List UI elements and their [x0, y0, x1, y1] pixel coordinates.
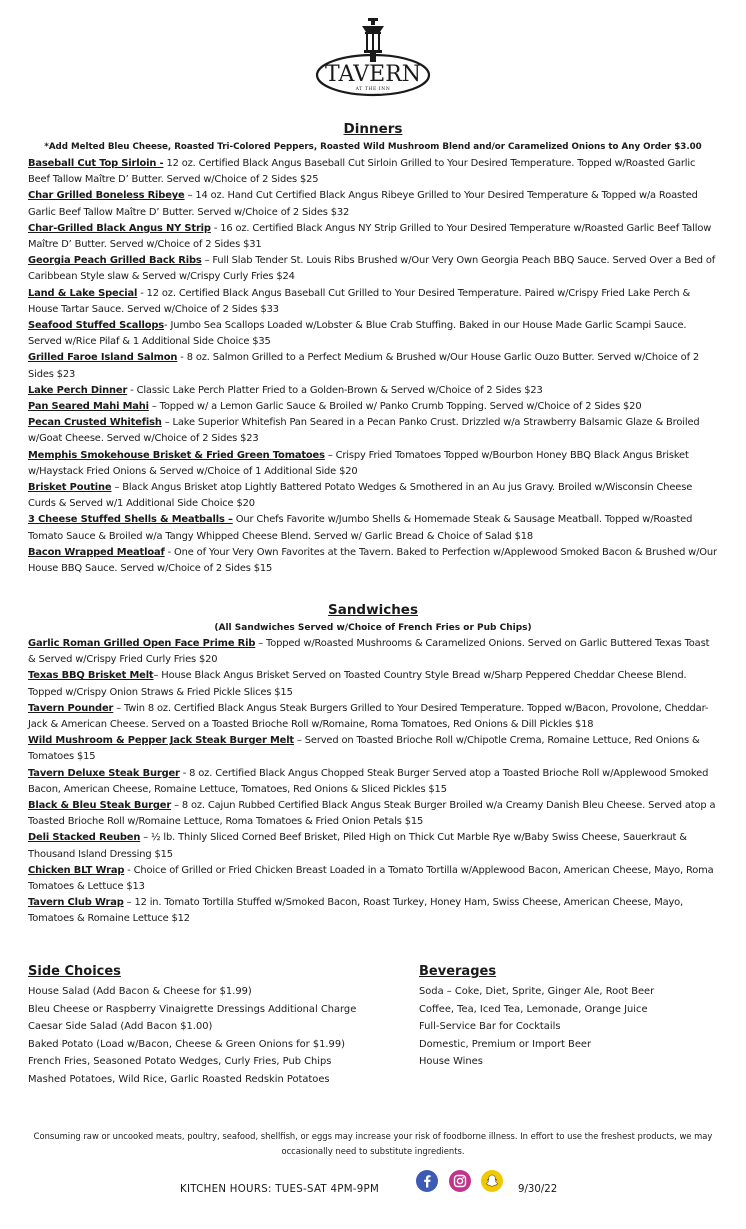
- dinner-item-name: 3 Cheese Stuffed Shells & Meatballs –: [28, 514, 233, 526]
- menu-date: 9/30/22: [518, 1184, 558, 1195]
- dinner-item: [28, 350, 718, 382]
- beverage-line: Full-Service Bar for Cocktails: [419, 1021, 561, 1033]
- sandwich-item: [28, 863, 718, 895]
- sandwich-item-name: Tavern Club Wrap: [28, 897, 124, 909]
- dinner-item-description: – Crispy Fried Tomatoes Topped w/Bourbon Honey BBQ Black Angus Brisket w/Haystack Fried Onions & Served w/Choice of 1 Additional Side $20: [28, 449, 689, 477]
- dinners-title: Dinners: [343, 121, 403, 137]
- beverage-line: House Wines: [419, 1056, 483, 1068]
- sandwich-item-description: – Topped w/Roasted Mushrooms & Caramelized Onions. Served on Garlic Buttered Texas Toast & Served w/Crispy Fried Curly Fries $20: [28, 638, 710, 666]
- dinner-item-name: Lake Perch Dinner: [28, 384, 128, 396]
- dinner-item-description: Our Chefs Favorite w/Jumbo Shells & Homemade Steak & Sausage Meatball. Topped w/Roasted Tomato Sauce & Broiled w/a Tangy Whipped Cheese Blend. Served w/ Garlic Bread & Choice of Salad $18: [28, 514, 693, 542]
- beverage-line: Coffee, Tea, Iced Tea, Lemonade, Orange Juice: [419, 1003, 648, 1015]
- dinner-item: [28, 512, 718, 544]
- beverages-list: [419, 983, 654, 1071]
- instagram-icon: [449, 1170, 471, 1192]
- dinner-item-name: Char-Grilled Black Angus NY Strip: [28, 222, 211, 234]
- facebook-link[interactable]: [416, 1170, 438, 1192]
- sandwich-item: [28, 895, 718, 927]
- sandwich-item-description: – 8 oz. Cajun Rubbed Certified Black Angus Steak Burger Broiled w/a Creamy Danish Bleu Cheese. Served atop a Toasted Brioche Roll w/Romaine Lettuce, Roma Tomatoes & Fried Onion Petals $15: [28, 800, 716, 828]
- side-choices-list: [28, 983, 356, 1089]
- dinner-item-description: 12 oz. Certified Black Angus Baseball Cut Sirloin Grilled to Your Desired Temperature. Topped w/Roasted Garlic Beef Tallow Maître D’ Butter. Served w/Choice of 2 Sides $25: [28, 158, 696, 186]
- snapchat-icon: [481, 1170, 503, 1192]
- sandwich-item: [28, 798, 718, 830]
- sandwich-item-description: – Served on Toasted Brioche Roll w/Chipotle Crema, Romaine Lettuce, Red Onions & Tomatoes $15: [28, 735, 700, 763]
- dinner-item-name: Memphis Smokehouse Brisket & Fried Green Tomatoes: [28, 449, 325, 461]
- dinner-item: [28, 415, 718, 447]
- dinner-item: [28, 448, 718, 480]
- dinner-item-description: - One of Your Very Own Favorites at the Tavern. Baked to Perfection w/Applewood Smoked Bacon & Brushed w/Our House BBQ Sauce. Served w/Choice of 2 Sides $15: [28, 546, 717, 575]
- sandwich-item: [28, 668, 718, 700]
- dinner-item-description: - Classic Lake Perch Platter Fried to a Golden-Brown & Served w/Choice of 2 Sides $23: [127, 384, 543, 396]
- side-choices-title: Side Choices: [28, 964, 121, 979]
- side-choice-line: Caesar Side Salad (Add Bacon $1.00): [28, 1021, 213, 1033]
- dinner-item: [28, 156, 718, 188]
- sandwich-item: [28, 701, 718, 733]
- dinner-item-name: Land & Lake Special: [28, 287, 138, 299]
- sandwich-item-name: Chicken BLT Wrap: [28, 864, 125, 876]
- instagram-link[interactable]: [449, 1170, 471, 1192]
- dinner-item-description: – Full Slab Tender St. Louis Ribs Brushed w/Our Very Own Georgia Peach BBQ Sauce. Served Over a Bed of Caribbean Style slaw & Served w/Crispy Curly Fries $24: [28, 255, 716, 283]
- dinner-item-name: Bacon Wrapped Meatloaf: [28, 546, 165, 558]
- dinner-item: [28, 480, 718, 512]
- side-choice-line: Mashed Potatoes, Wild Rice, Garlic Roasted Redskin Potatoes: [28, 1073, 330, 1085]
- sandwich-item-name: Tavern Deluxe Steak Burger: [28, 767, 180, 779]
- dinner-item: [28, 286, 718, 318]
- sandwiches-list: [28, 636, 718, 928]
- dinner-item-name: Seafood Stuffed Scallops: [28, 320, 165, 332]
- dinner-item-name: Pecan Crusted Whitefish: [28, 417, 162, 429]
- sandwich-item-name: Garlic Roman Grilled Open Face Prime Rib: [28, 638, 256, 649]
- kitchen-hours: KITCHEN HOURS: TUES-SAT 4PM-9PM: [180, 1184, 380, 1195]
- dinner-item: [28, 188, 718, 220]
- sandwich-item-name: Texas BBQ Brisket Melt: [28, 670, 154, 682]
- dinner-item: [28, 545, 718, 577]
- facebook-icon: [416, 1170, 438, 1192]
- dinner-item-description: - 16 oz. Certified Black Angus NY Strip Grilled to Your Desired Temperature w/Roasted Garlic Beef Tallow Maître D’ Butter. Served w/Choice of 2 Sides $31: [28, 222, 712, 251]
- beverage-line: Domestic, Premium or Import Beer: [419, 1038, 592, 1050]
- sandwich-item-name: Wild Mushroom & Pepper Jack Steak Burger Melt: [28, 735, 295, 747]
- dinner-item-description: – Topped w/ a Lemon Garlic Sauce & Broiled w/ Panko Crumb Topping. Served w/Choice of 2 Sides $20: [148, 401, 642, 413]
- sandwich-item-description: – House Black Angus Brisket Served on Toasted Country Style Bread w/Sharp Peppered Cheddar Cheese Blend. Topped w/Crispy Onion Straws & Fried Pickle Slices $15: [28, 670, 687, 698]
- dinner-item: [28, 318, 718, 350]
- dinner-item-description: - 8 oz. Salmon Grilled to a Perfect Medium & Brushed w/Our House Garlic Ouzo Butter. Served w/Choice of 2 Sides $23: [28, 352, 700, 380]
- sandwich-item-name: Tavern Pounder: [28, 702, 114, 714]
- dinner-item-description: - Jumbo Sea Scallops Loaded w/Lobster & Blue Crab Stuffing. Baked in our House Made Garlic Scampi Sauce. Served w/Rice Pilaf & 1 Additional Side Choice $35: [28, 320, 687, 348]
- food-safety-disclaimer: Consuming raw or uncooked meats, poultry, seafood, shellfish, or eggs may increase your risk of foodborne illness. In effort to use the freshest products, we may occasionally need to substitute ingredients.: [33, 1131, 713, 1156]
- sandwiches-title: Sandwiches: [327, 602, 418, 618]
- sandwich-item-description: – ½ lb. Thinly Sliced Corned Beef Brisket, Piled High on Thick Cut Marble Rye w/Baby Swiss Cheese, Sauerkraut & Thousand Island Dressing $15: [28, 832, 687, 860]
- dinner-item-name: Brisket Poutine: [28, 482, 112, 494]
- sandwich-item-description: - Choice of Grilled or Fried Chicken Breast Loaded in a Tomato Tortilla w/Applewood Bacon, American Cheese, Mayo, Roma Tomatoes & Lettuce $13: [28, 864, 714, 893]
- dinner-item-description: – Lake Superior Whitefish Pan Seared in a Pecan Panko Crust. Drizzled w/a Strawberry Balsamic Glaze & Broiled w/Goat Cheese. Served w/Choice of 2 Sides $23: [28, 417, 700, 445]
- sandwiches-note: (All Sandwiches Served w/Choice of French Fries or Pub Chips): [214, 623, 532, 633]
- sandwich-item-description: - 8 oz. Certified Black Angus Chopped Steak Burger Served atop a Toasted Brioche Roll w/Applewood Smoked Bacon, American Cheese, Romaine Lettuce, Tomatoes, Red Onions & Sliced Pickles $15: [28, 767, 709, 795]
- dinner-item-name: Grilled Faroe Island Salmon: [28, 352, 178, 364]
- svg-text:TAVERN: TAVERN: [324, 62, 422, 87]
- sandwich-item: [28, 636, 718, 668]
- dinner-item-name: Pan Seared Mahi Mahi: [28, 401, 149, 413]
- dinner-item-name: Char Grilled Boneless Ribeye: [28, 190, 185, 202]
- dinner-item-name: Baseball Cut Top Sirloin -: [28, 158, 164, 169]
- dinner-item-description: – 14 oz. Hand Cut Certified Black Angus Ribeye Grilled to Your Desired Temperature & Topped w/a Roasted Garlic Beef Tallow Maître D’ Butter. Served w/Choice of 2 Sides $32: [28, 190, 698, 218]
- sandwich-item: [28, 766, 718, 798]
- dinner-item-name: Georgia Peach Grilled Back Ribs: [28, 255, 202, 267]
- tavern-logo: [310, 18, 436, 104]
- dinners-list: [28, 156, 718, 577]
- beverage-line: Soda – Coke, Diet, Sprite, Ginger Ale, Root Beer: [419, 986, 655, 997]
- side-choice-line: French Fries, Seasoned Potato Wedges, Curly Fries, Pub Chips: [28, 1056, 332, 1068]
- sandwich-item-description: – Twin 8 oz. Certified Black Angus Steak Burgers Grilled to Your Desired Temperature. Topped w/Bacon, Provolone, Cheddar-Jack & American Cheese. Served on a Toasted Brioche Roll w/Romaine, Roma Tomatoes, Red Onions & Dill Pickles $18: [28, 702, 709, 731]
- snapchat-link[interactable]: [481, 1170, 503, 1192]
- sandwich-item-name: Black & Bleu Steak Burger: [28, 800, 172, 812]
- dinner-item-description: - 12 oz. Certified Black Angus Baseball Cut Grilled to Your Desired Temperature. Paired w/Crispy Fried Lake Perch & House Tartar Sauce. Served w/Choice of 2 Sides $33: [28, 287, 691, 315]
- beverages-title: Beverages: [419, 964, 497, 979]
- dinner-item: [28, 253, 718, 285]
- dinner-item: [28, 221, 718, 253]
- sandwich-item-description: – 12 in. Tomato Tortilla Stuffed w/Smoked Bacon, Roast Turkey, Honey Ham, Swiss Cheese, American Cheese, Mayo, Tomatoes & Romaine Lettuce $12: [28, 897, 684, 925]
- dinner-item-description: – Black Angus Brisket atop Lightly Battered Potato Wedges & Smothered in an Au jus Gravy. Broiled w/Wisconsin Cheese Curds & Served w/1 Additional Side Choice $20: [28, 482, 693, 510]
- svg-text:AT THE INN: AT THE INN: [355, 87, 391, 92]
- side-choice-line: Baked Potato (Load w/Bacon, Cheese & Green Onions for $1.99): [28, 1038, 345, 1050]
- dinner-item: [28, 399, 718, 415]
- dinners-addon-note: *Add Melted Bleu Cheese, Roasted Tri-Colored Peppers, Roasted Wild Mushroom Blend and/or Caramelized Onions to Any Order $3.00: [44, 142, 702, 152]
- lantern-icon: [310, 18, 436, 104]
- side-choice-line: House Salad (Add Bacon & Cheese for $1.99): [28, 986, 252, 997]
- sandwich-item: [28, 733, 718, 765]
- sandwich-item: [28, 830, 718, 862]
- beverages: [419, 964, 654, 1071]
- sandwich-item-name: Deli Stacked Reuben: [28, 832, 141, 844]
- side-choices: [28, 964, 356, 1089]
- side-choice-line: Bleu Cheese or Raspberry Vinaigrette Dressings Additional Charge: [28, 1003, 357, 1015]
- dinner-item: [28, 383, 718, 399]
